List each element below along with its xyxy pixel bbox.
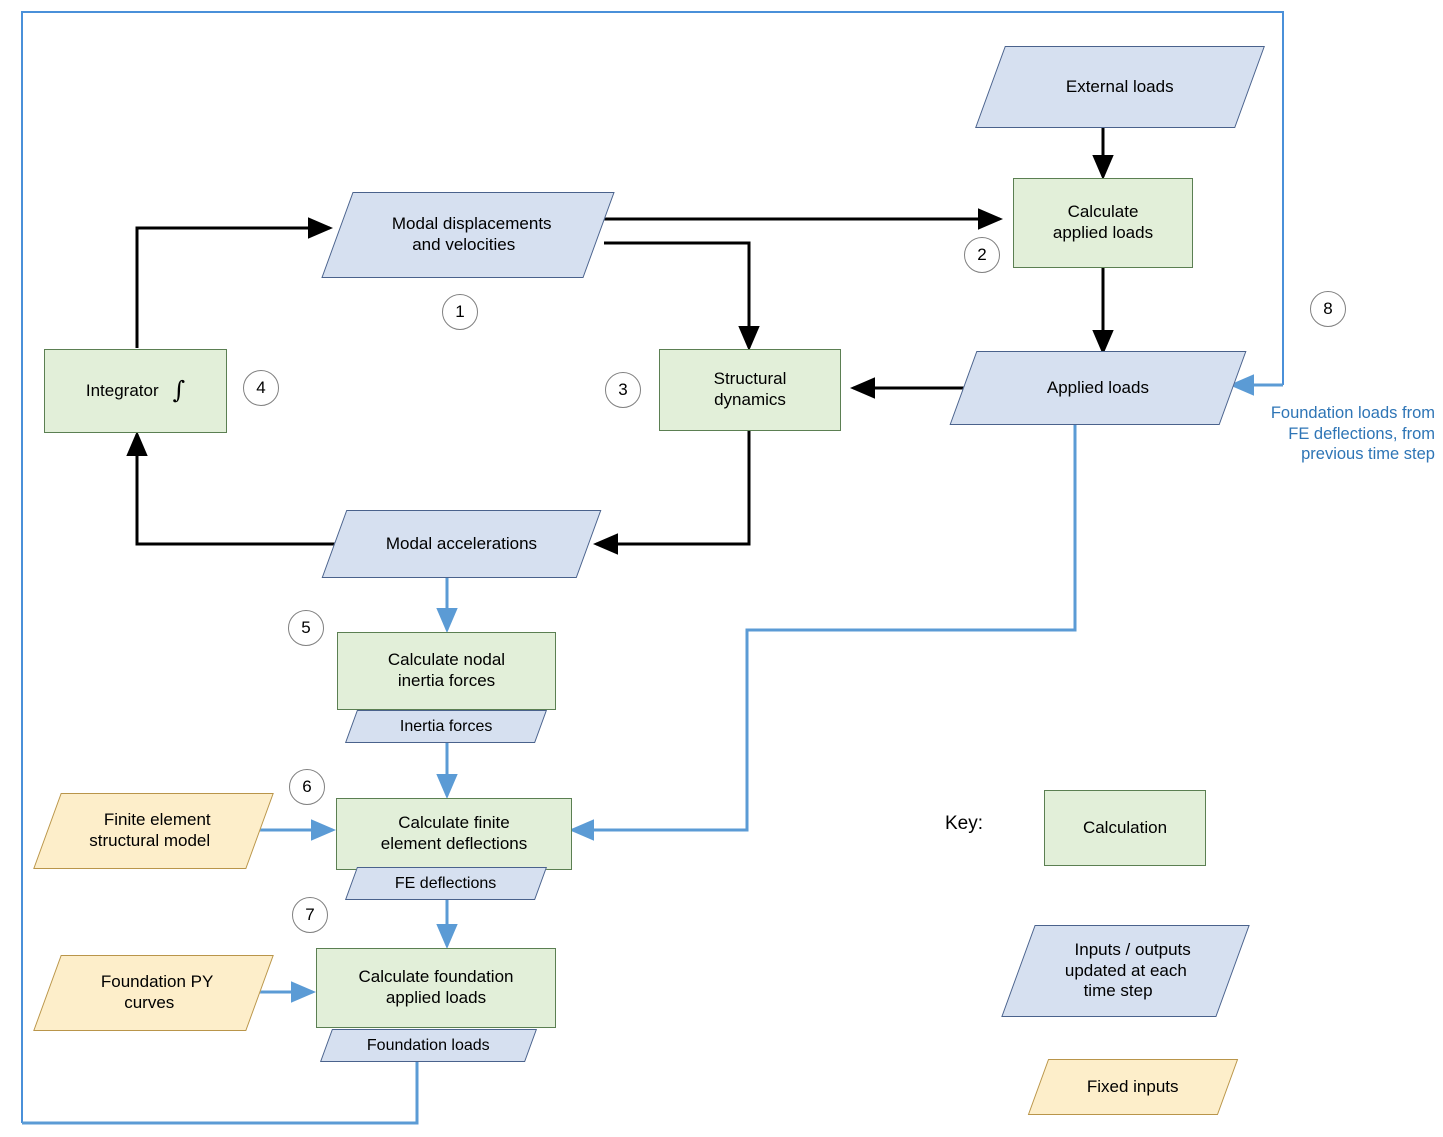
key-swatch-calculation-label: Calculation: [1082, 817, 1168, 837]
key-swatch-updated-label-line1: Inputs / outputs: [1074, 939, 1192, 959]
node-fe-model-label-line1: Finite element: [103, 810, 211, 830]
node-calc-nodal-inertia-label-line1: Calculate nodal: [387, 650, 506, 670]
step-circle-8: [1310, 291, 1346, 327]
node-structural-dynamics: [659, 349, 841, 431]
node-external-loads-label: External loads: [1066, 76, 1174, 96]
node-structural-dynamics-label-line2: dynamics: [714, 390, 786, 409]
step-circle-5: [288, 610, 324, 646]
node-inertia-forces: [345, 710, 547, 743]
key-swatch-updated-label-line2: updated at each: [1064, 960, 1187, 980]
node-foundation-py-label-line2: curves: [124, 993, 175, 1012]
key-title-label: Key:: [945, 813, 984, 834]
step-circle-5-label: 5: [301, 618, 311, 637]
node-foundation-loads: [320, 1029, 537, 1062]
node-fe-deflections-label: FE deflections: [395, 874, 497, 892]
node-modal-displacements-velocities: [321, 192, 614, 278]
node-foundation-loads-label: Foundation loads: [367, 1036, 490, 1054]
node-calc-foundation-label-line2: applied loads: [385, 988, 487, 1007]
annotation-line-1: Foundation loads from: [1270, 404, 1435, 422]
node-calculate-applied-loads-label-line1: Calculate: [1067, 202, 1139, 222]
key-swatch-calculation: [1044, 790, 1206, 866]
node-calculate-fe-deflections: [336, 798, 572, 870]
node-fe-model-label-line2: structural model: [89, 831, 211, 850]
node-calc-nodal-inertia-label-line2: inertia forces: [397, 671, 496, 690]
node-structural-dynamics-label-line1: Structural: [713, 369, 787, 389]
node-calculate-applied-loads-label-line2: applied loads: [1052, 223, 1154, 242]
node-foundation-py-label-line1: Foundation PY: [101, 972, 214, 992]
step-circle-4-label: 4: [256, 378, 266, 397]
node-external-loads: [975, 46, 1265, 128]
step-circle-8-label: 8: [1323, 299, 1333, 318]
node-integrator: [44, 349, 227, 433]
annotation-line-2: FE deflections, from: [1288, 424, 1435, 443]
step-circle-6: [289, 769, 325, 805]
node-fe-deflections: [345, 867, 547, 900]
step-circle-4: [243, 370, 279, 406]
step-circle-1-label: 1: [455, 302, 465, 321]
node-modal-accelerations: [322, 510, 602, 578]
step-circle-2-label: 2: [977, 245, 987, 264]
node-integrator-label: Integrator: [85, 380, 159, 400]
step-circle-3-label: 3: [618, 380, 628, 399]
node-calc-fe-deflections-label-line1: Calculate finite: [398, 813, 510, 833]
step-circle-7-label: 7: [305, 905, 315, 924]
node-modal-displacements-label-line2: and velocities: [412, 235, 516, 254]
node-finite-element-structural-model: [33, 793, 274, 869]
step-circle-1: [442, 294, 478, 330]
step-circle-7: [292, 897, 328, 933]
node-foundation-py-curves: [33, 955, 274, 1031]
step-circle-3: [605, 372, 641, 408]
node-applied-loads-label: Applied loads: [1046, 377, 1150, 397]
annotation-line-3: previous time step: [1301, 445, 1435, 464]
node-modal-accelerations-label: Modal accelerations: [385, 533, 538, 553]
key-swatch-updated-label-line3: time step: [1083, 981, 1153, 1001]
node-calc-foundation-label-line1: Calculate foundation: [358, 967, 514, 987]
node-calculate-nodal-inertia-forces: [337, 632, 556, 710]
annotation-foundation-loads: [1010, 403, 1435, 465]
node-calc-fe-deflections-label-line2: element deflections: [380, 834, 528, 853]
node-calculate-applied-loads: [1013, 178, 1193, 268]
key-swatch-updated-each-timestep: [1001, 925, 1249, 1017]
node-modal-displacements-label-line1: Modal displacements: [391, 214, 552, 234]
key-swatch-fixed-inputs: [1028, 1059, 1238, 1115]
integral-icon: ∫: [172, 376, 186, 405]
node-calculate-foundation-applied-loads: [316, 948, 556, 1028]
node-inertia-forces-label: Inertia forces: [399, 717, 493, 735]
step-circle-2: [964, 237, 1000, 273]
key-swatch-fixed-inputs-label: Fixed inputs: [1087, 1076, 1179, 1096]
key-title: [945, 813, 983, 835]
step-circle-6-label: 6: [302, 777, 312, 796]
